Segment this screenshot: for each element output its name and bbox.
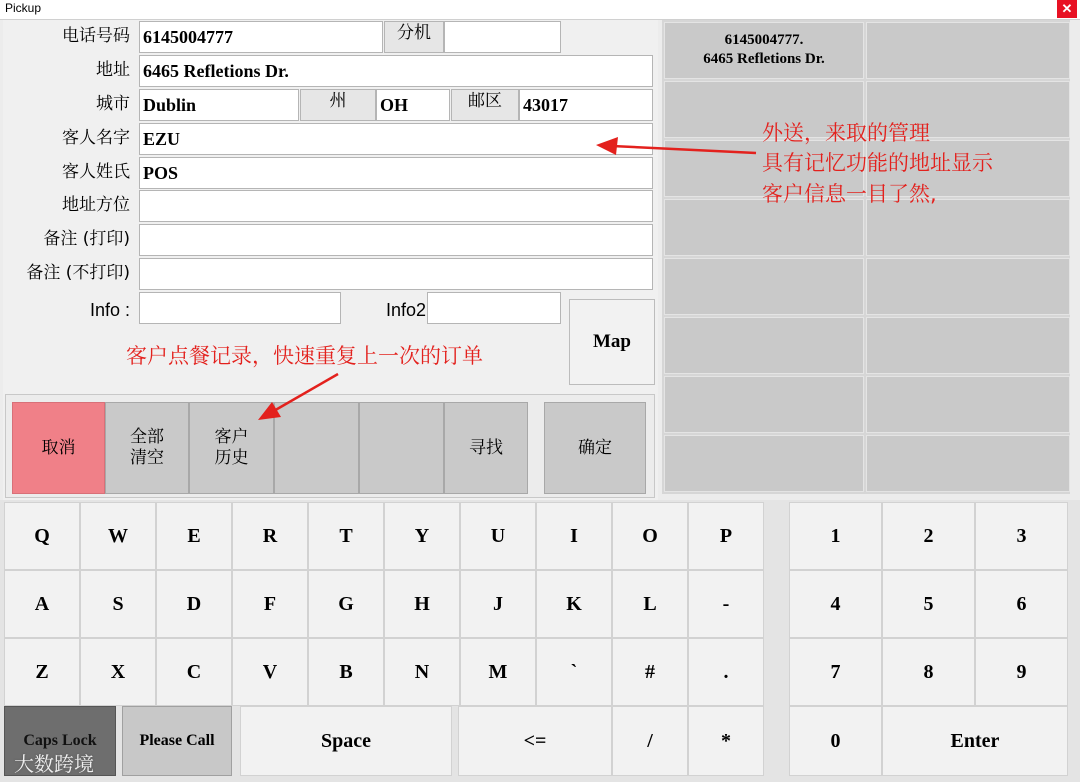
clear-all-line1: 全部 bbox=[130, 427, 164, 447]
slash-key[interactable]: / bbox=[612, 706, 688, 776]
key-row1-1[interactable]: W bbox=[80, 502, 156, 570]
phone-label: 电话号码 bbox=[62, 26, 130, 46]
last-name-label: 客人姓氏 bbox=[62, 162, 130, 182]
note-print-label: 备注 (打印) bbox=[43, 229, 130, 249]
first-name-label: 客人名字 bbox=[62, 128, 130, 148]
state-input[interactable]: OH bbox=[376, 89, 450, 121]
numpad-key-row2-2[interactable]: 6 bbox=[975, 570, 1068, 638]
extension-label: 分机 bbox=[384, 21, 444, 53]
cancel-button[interactable]: 取消 bbox=[12, 402, 105, 494]
key-row3-4[interactable]: B bbox=[308, 638, 384, 706]
numpad-key-row1-1[interactable]: 2 bbox=[882, 502, 975, 570]
history-line2: 历史 bbox=[214, 448, 249, 468]
key-row3-9[interactable]: . bbox=[688, 638, 764, 706]
watermark bbox=[14, 748, 94, 777]
info-label: Info : bbox=[89, 300, 130, 320]
last-name-input[interactable]: POS bbox=[139, 157, 653, 189]
direction-label: 地址方位 bbox=[62, 195, 130, 215]
key-row1-6[interactable]: U bbox=[460, 502, 536, 570]
key-row3-3[interactable]: V bbox=[232, 638, 308, 706]
backspace-key[interactable]: <= bbox=[458, 706, 612, 776]
key-row1-8[interactable]: O bbox=[612, 502, 688, 570]
key-row3-7[interactable]: ` bbox=[536, 638, 612, 706]
confirm-button[interactable]: 确定 bbox=[544, 402, 646, 494]
key-row2-7[interactable]: K bbox=[536, 570, 612, 638]
info2-label: Info2 bbox=[385, 300, 426, 320]
key-row2-1[interactable]: S bbox=[80, 570, 156, 638]
phone-input[interactable]: 6145004777 bbox=[139, 21, 383, 53]
watermark-text: 大数跨境 bbox=[14, 752, 94, 776]
numpad-key-row3-2[interactable]: 9 bbox=[975, 638, 1068, 706]
arrow-to-history-button bbox=[258, 374, 338, 420]
numpad-0-key[interactable]: 0 bbox=[789, 706, 882, 776]
key-row3-5[interactable]: N bbox=[384, 638, 460, 706]
annotation-line-3: 客户信息一目了然, bbox=[762, 182, 937, 206]
map-button[interactable]: Map bbox=[569, 299, 655, 385]
numpad-key-row3-0[interactable]: 7 bbox=[789, 638, 882, 706]
first-name-input[interactable]: EZU bbox=[139, 123, 653, 155]
address-input[interactable]: 6465 Refletions Dr. bbox=[139, 55, 653, 87]
close-button[interactable]: ✕ bbox=[1057, 0, 1077, 18]
annotation-line-1: 外送，来取的管理 bbox=[762, 121, 930, 145]
please-call-key[interactable]: Please Call bbox=[122, 706, 232, 776]
key-row2-6[interactable]: J bbox=[460, 570, 536, 638]
key-row1-5[interactable]: Y bbox=[384, 502, 460, 570]
key-row3-2[interactable]: C bbox=[156, 638, 232, 706]
annotation-history: 客户点餐记录，快速重复上一次的订单 bbox=[126, 344, 483, 368]
window-title: Pickup bbox=[5, 1, 42, 15]
numpad-key-row1-0[interactable]: 1 bbox=[789, 502, 882, 570]
space-key[interactable]: Space bbox=[240, 706, 452, 776]
clear-all-line2: 清空 bbox=[130, 448, 164, 468]
key-row3-6[interactable]: M bbox=[460, 638, 536, 706]
arrow-to-form bbox=[596, 137, 756, 155]
key-row3-1[interactable]: X bbox=[80, 638, 156, 706]
caps-lock-key[interactable]: Caps Lock bbox=[4, 706, 116, 776]
key-row2-8[interactable]: L bbox=[612, 570, 688, 638]
state-label: 州 bbox=[300, 89, 376, 121]
zip-label: 邮区 bbox=[451, 89, 519, 121]
history-line1: 客户 bbox=[214, 427, 249, 447]
note-noprint-label: 备注 (不打印) bbox=[26, 263, 130, 283]
key-row2-4[interactable]: G bbox=[308, 570, 384, 638]
numpad-key-row2-0[interactable]: 4 bbox=[789, 570, 882, 638]
numpad-key-row3-1[interactable]: 8 bbox=[882, 638, 975, 706]
key-row3-8[interactable]: # bbox=[612, 638, 688, 706]
key-row2-2[interactable]: D bbox=[156, 570, 232, 638]
star-key[interactable]: * bbox=[688, 706, 764, 776]
key-row1-4[interactable]: T bbox=[308, 502, 384, 570]
key-row2-5[interactable]: H bbox=[384, 570, 460, 638]
key-row2-3[interactable]: F bbox=[232, 570, 308, 638]
history-entry-address: 6465 Refletions Dr. bbox=[703, 51, 825, 67]
key-row1-2[interactable]: E bbox=[156, 502, 232, 570]
find-button[interactable]: 寻找 bbox=[444, 402, 528, 494]
zip-input[interactable]: 43017 bbox=[519, 89, 653, 121]
numpad-key-row1-2[interactable]: 3 bbox=[975, 502, 1068, 570]
annotation-line-2: 具有记忆功能的地址显示 bbox=[762, 151, 993, 175]
city-label: 城市 bbox=[96, 94, 130, 114]
key-row2-0[interactable]: A bbox=[4, 570, 80, 638]
city-input[interactable]: Dublin bbox=[139, 89, 299, 121]
enter-key[interactable]: Enter bbox=[882, 706, 1068, 776]
key-row3-0[interactable]: Z bbox=[4, 638, 80, 706]
key-row1-0[interactable]: Q bbox=[4, 502, 80, 570]
address-label: 地址 bbox=[96, 60, 130, 80]
key-row2-9[interactable]: - bbox=[688, 570, 764, 638]
key-row1-7[interactable]: I bbox=[536, 502, 612, 570]
numpad-key-row2-1[interactable]: 5 bbox=[882, 570, 975, 638]
key-row1-9[interactable]: P bbox=[688, 502, 764, 570]
history-entry-phone: 6145004777. bbox=[724, 32, 804, 48]
key-row1-3[interactable]: R bbox=[232, 502, 308, 570]
